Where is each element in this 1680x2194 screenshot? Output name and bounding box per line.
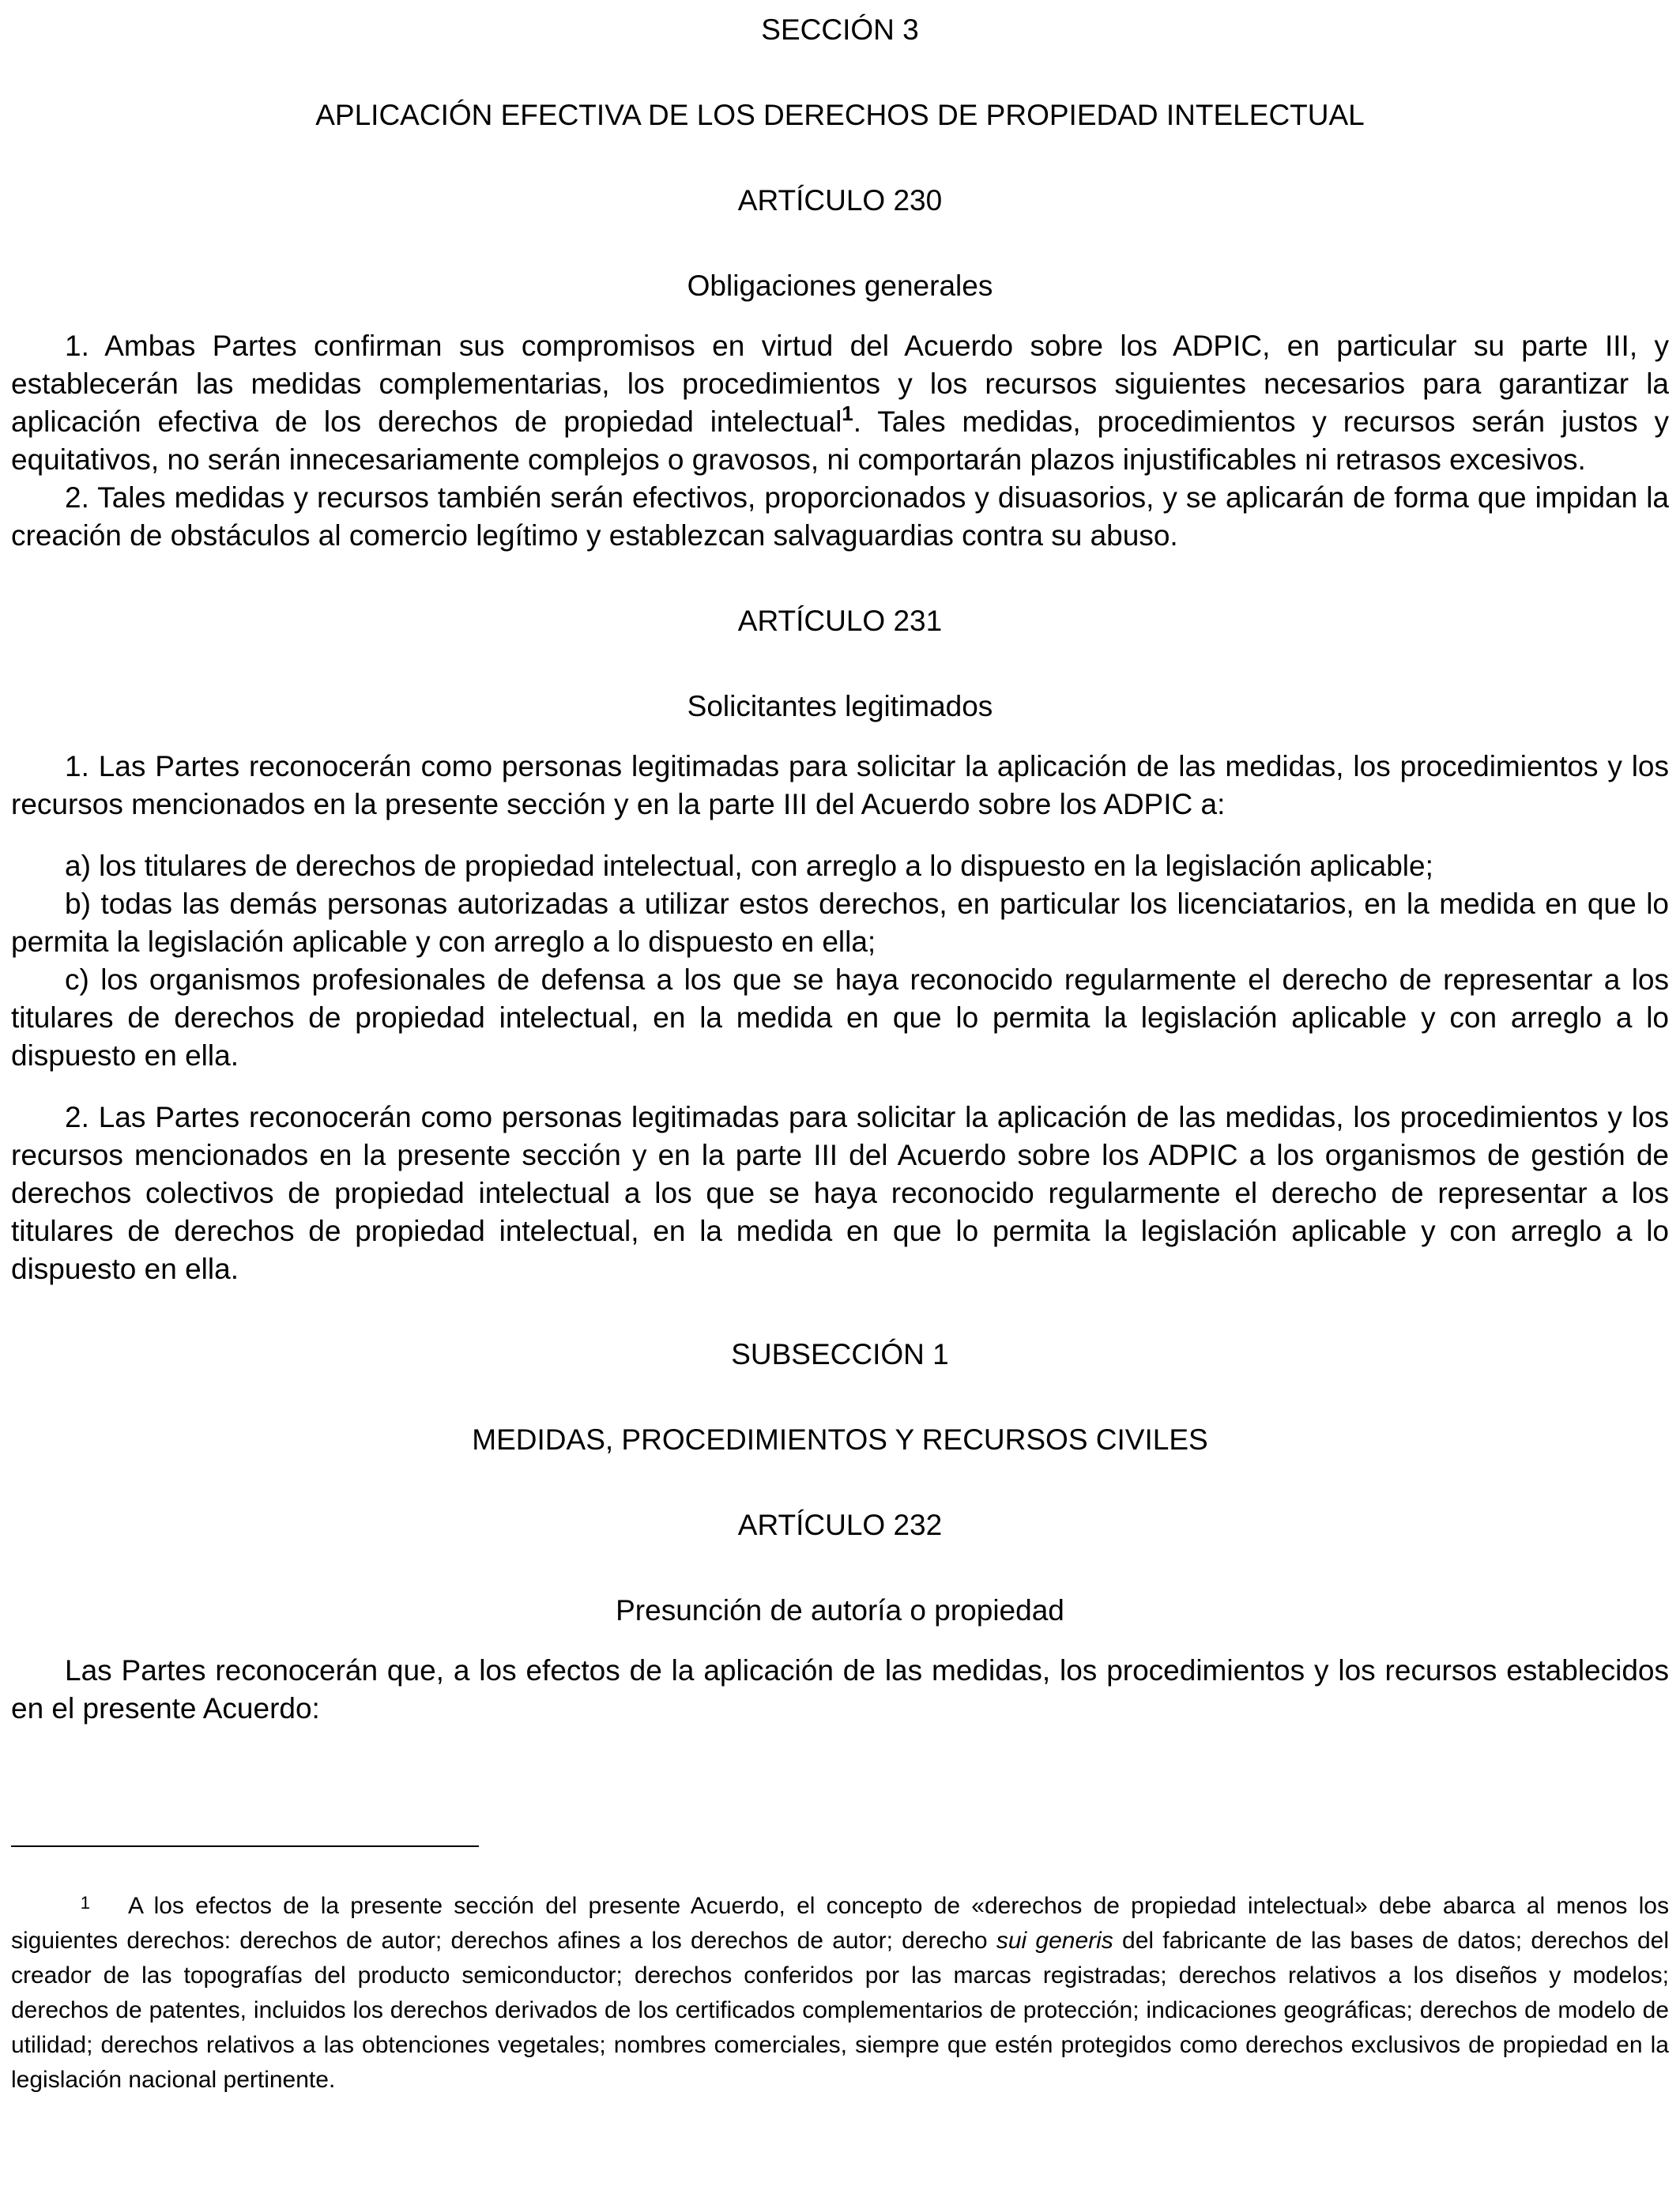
article-231-label: ARTÍCULO 231 xyxy=(737,605,943,637)
article-232-paragraph-1: Las Partes reconocerán que, a los efectos de la aplicación de las medidas, los procedimientos y los recursos establecidos en el presente Acuerdo: xyxy=(11,1654,1669,1725)
article-232-title: Presunción de autoría o propiedad xyxy=(616,1594,1064,1627)
article-231-item-c: c) los organismos profesionales de defensa a los que se haya reconocido regularmente el derecho de representar a los titulares de derechos de propiedad intelectual, en la medida en que lo permita la legislación aplicable y con arreglo a lo dispuesto en ella. xyxy=(11,963,1669,1072)
article-230-paragraph-1-text: 1. Ambas Partes confirman sus compromisos en virtud del Acuerdo sobre los ADPIC, en particular su parte III, y establecerán las medidas complementarias, los procedimientos y los recursos siguientes necesarios para garantizar la aplicación efectiva de los derechos de propiedad intelectual xyxy=(11,330,1669,438)
document-body xyxy=(11,0,1669,1728)
article-231-item-b: b) todas las demás personas autorizadas a utilizar estos derechos, en particular los licenciatarios, en la medida en que lo permita la legislación aplicable y con arreglo a lo dispuesto en ella; xyxy=(11,888,1669,958)
footnote-text-continuation: del fabricante de las bases de datos; derechos del creador de las topografías del producto semiconductor; derechos conferidos por las marcas registradas; derechos relativos a los diseños y modelos; derechos de patentes, incluidos los derechos derivados de los certificados complementarios de protección; indicaciones geográficas; derechos de modelo de utilidad; derechos relativos a las obtenciones vegetales; nombres comerciales, siempre que estén protegidos como derechos exclusivos de propiedad en la legislación nacional pertinente. xyxy=(11,1928,1670,2093)
article-231-title: Solicitantes legitimados xyxy=(687,690,993,722)
article-230-paragraph-1 xyxy=(11,327,1669,479)
footnote-italic-term: sui generis xyxy=(996,1928,1113,1954)
footnote-reference[interactable]: 1 xyxy=(842,401,853,425)
article-231-paragraph-1: 1. Las Partes reconocerán como personas legitimadas para solicitar la aplicación de las medidas, los procedimientos y los recursos mencionados en la presente sección y en la parte III del Acuerdo sobre los ADPIC a: xyxy=(11,750,1669,820)
subsection-label: SUBSECCIÓN 1 xyxy=(731,1338,949,1370)
article-231-paragraph-2: 2. Las Partes reconocerán como personas legitimadas para solicitar la aplicación de las medidas, los procedimientos y los recursos mencionados en la presente sección y en la parte III del Acuerdo sobre los ADPIC a los organismos de gestión de derechos colectivos de propiedad intelectual a los que se haya reconocido regularmente el derecho de representar a los titulares de derechos de propiedad intelectual, en la medida en que lo permita la legislación aplicable y con arreglo a lo dispuesto en ella. xyxy=(11,1101,1669,1285)
article-230-title: Obligaciones generales xyxy=(687,270,993,302)
section-label: SECCIÓN 3 xyxy=(761,13,919,46)
article-230-label: ARTÍCULO 230 xyxy=(737,184,943,217)
footnote-text: A los efectos de la presente sección del presente Acuerdo, el concepto de «derechos de propiedad intelectual» debe abarca al menos los siguientes derechos: derechos de autor; derechos afines a los derechos de autor; derecho xyxy=(11,1893,1669,1954)
footnote-separator xyxy=(11,1845,479,1847)
subsection-title: MEDIDAS, PROCEDIMIENTOS Y RECURSOS CIVILES xyxy=(472,1423,1208,1456)
article-230-paragraph-2: 2. Tales medidas y recursos también serán efectivos, proporcionados y disuasorios, y se aplicarán de forma que impidan la creación de obstáculos al comercio legítimo y establezcan salvaguardias contra su abuso. xyxy=(11,481,1669,552)
article-232-label: ARTÍCULO 232 xyxy=(737,1509,943,1541)
footnote: 1 A los efectos de la presente sección del presente Acuerdo, el concepto de «derechos de propiedad intelectual» debe abarca al menos los siguientes derechos: derechos de autor; derechos afines a los derechos de autor; derecho sui generis del fabricante de las bases de datos; derechos del creador de las topografías del producto semiconductor; derechos conferidos por las marcas registradas; derechos relativos a los diseños y modelos; derechos de patentes, incluidos los derechos derivados de los certificados complementarios de protección; indicaciones geográficas; derechos de modelo de utilidad; derechos relativos a las obtenciones vegetales; nombres comerciales, siempre que estén protegidos como derechos exclusivos de propiedad en la legislación nacional pertinente. xyxy=(11,1893,1670,2093)
article-230-paragraph-1-continuation: . Tales medidas, procedimientos y recursos serán justos y equitativos, no serán innecesariamente complejos o gravosos, ni comportarán plazos injustificables ni retrasos excesivos. xyxy=(11,405,1669,476)
section-title: APLICACIÓN EFECTIVA DE LOS DERECHOS DE PROPIEDAD INTELECTUAL xyxy=(315,99,1365,131)
article-231-item-a: a) los titulares de derechos de propiedad intelectual, con arreglo a lo dispuesto en la legislación aplicable; xyxy=(65,850,1433,882)
